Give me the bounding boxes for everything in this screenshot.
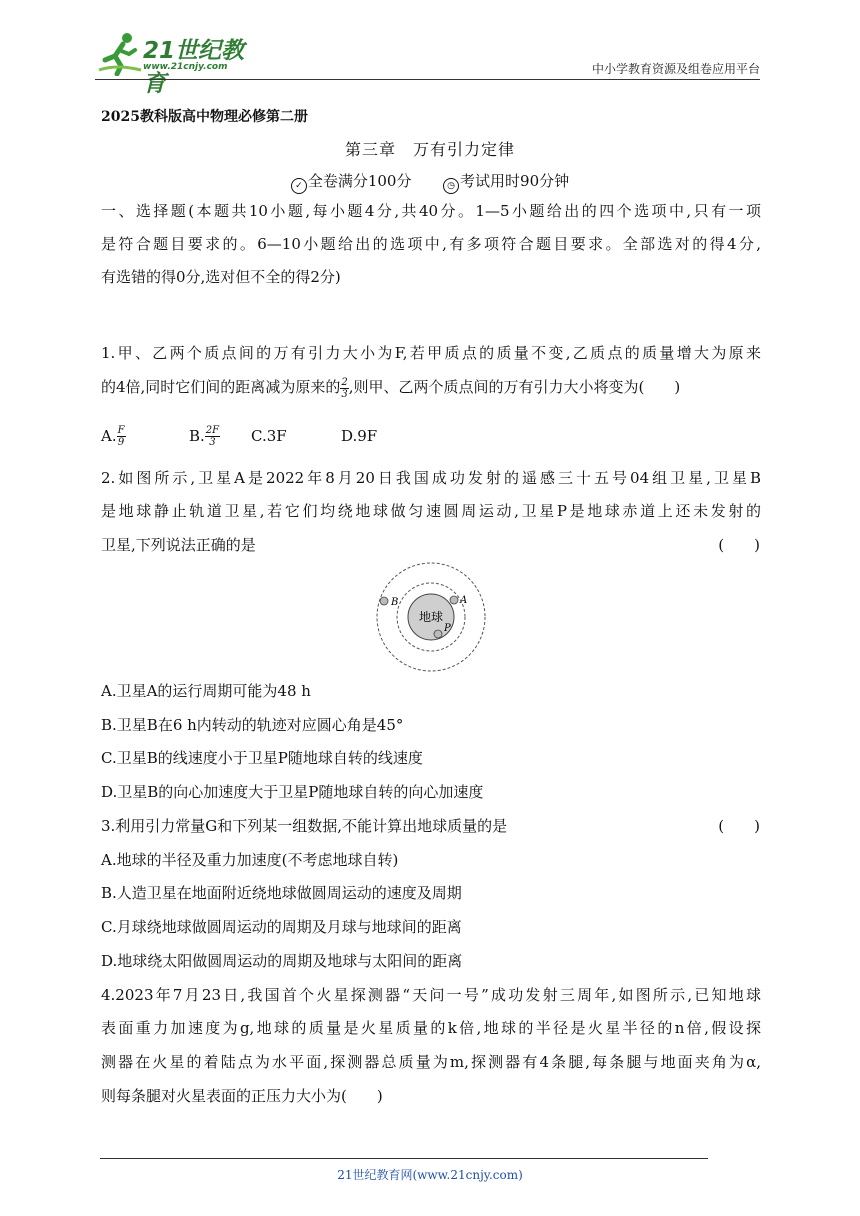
full-score: 全卷满分100分: [307, 172, 412, 190]
option-label: B.: [189, 426, 205, 445]
q2-option-b[interactable]: B.卫星B在6 h内转动的轨迹对应圆心角是45°: [101, 716, 404, 734]
q1-option-b[interactable]: [189, 425, 251, 448]
fraction: [117, 425, 126, 448]
q2-option-c[interactable]: C.卫星B的线速度小于卫星P随地球自转的线速度: [101, 749, 423, 767]
q1-options: [101, 425, 377, 448]
q2-answer-paren[interactable]: ( ): [718, 536, 760, 554]
q4-line-3: 测器在火星的着陆点为水平面,探测器总质量为m,探测器有4条腿,每条腿与地面夹角为α,: [101, 1053, 761, 1071]
q2-line-1: 2.如图所示,卫星A是2022年8月20日我国成功发射的遥感三十五号04组卫星,卫星B: [101, 469, 761, 487]
q4-line-2: 表面重力加速度为g,地球的质量是火星质量的k倍,地球的半径是火星半径的n倍,假设探: [101, 1019, 761, 1037]
q3-option-a[interactable]: A.地球的半径及重力加速度(不考虑地球自转): [101, 851, 399, 869]
header-divider: [95, 79, 760, 80]
fraction-numerator: F: [117, 425, 125, 436]
fraction-denominator: 3: [209, 437, 216, 448]
q1-line-2a: 的4倍,同时它们间的距离减为原来的: [101, 378, 341, 396]
site-logo[interactable]: [95, 28, 265, 97]
q2-option-a[interactable]: A.卫星A的运行周期可能为48 h: [101, 682, 311, 700]
q1-option-d[interactable]: D.9F: [341, 426, 378, 445]
q3-option-d[interactable]: D.地球绕太阳做圆周运动的周期及地球与太阳间的距离: [101, 952, 463, 970]
section-line-2: 是符合题目要求的。6—10小题给出的选项中,有多项符合题目要求。全部选对的得4分,: [101, 235, 761, 253]
q1-option-c[interactable]: C.3F: [251, 426, 287, 445]
logo-url: www.21cnjy.com: [143, 62, 228, 72]
fraction: [205, 425, 220, 448]
q4-line-1: 4.2023年7月23日,我国首个火星探测器“天问一号”成功发射三周年,如图所示,已知地球: [101, 986, 761, 1004]
label-p: P: [444, 623, 451, 634]
fraction-numerator: 2F: [205, 425, 220, 436]
book-title: 2025教科版高中物理必修第二册: [101, 109, 308, 125]
q2-line-3: 卫星,下列说法正确的是: [101, 536, 256, 554]
q3-stem: 3.利用引力常量G和下列某一组数据,不能计算出地球质量的是: [101, 817, 508, 835]
exam-time: 考试用时90分钟: [460, 172, 570, 190]
label-b: B: [391, 597, 399, 608]
chapter-title: 第三章 万有引力定律: [344, 140, 515, 159]
check-circle-icon: ✓: [291, 178, 307, 194]
page-header: [95, 28, 760, 97]
fraction: [340, 377, 348, 400]
fraction-numerator: 2: [341, 376, 348, 388]
orbit-diagram: [372, 560, 490, 678]
page-footer[interactable]: 21世纪教育网(www.21cnjy.com): [337, 1168, 523, 1182]
footer-divider: [100, 1158, 708, 1159]
q3-option-c[interactable]: C.月球绕地球做圆周运动的周期及月球与地球间的距离: [101, 918, 462, 936]
q2-line-2: 是地球静止轨道卫星,若它们均绕地球做匀速圆周运动,卫星P是地球赤道上还未发射的: [101, 502, 761, 520]
q1-line-1: 1.甲、乙两个质点间的万有引力大小为F,若甲质点的质量不变,乙质点的质量增大为原来: [101, 344, 761, 362]
section-line-1: 一、选择题(本题共10小题,每小题4分,共40分。1—5小题给出的四个选项中,只有一项: [101, 202, 761, 220]
score-line: [0, 170, 860, 194]
q1-line-2b: ,则甲、乙两个质点间的万有引力大小将变为( ): [348, 378, 681, 396]
platform-name: 中小学教育资源及组卷应用平台: [591, 62, 760, 76]
option-label: A.: [101, 426, 117, 445]
q2-option-d[interactable]: D.卫星B的向心加速度大于卫星P随地球自转的向心加速度: [101, 783, 484, 801]
q3-answer-paren[interactable]: ( ): [718, 817, 760, 835]
runner-icon: [97, 30, 143, 76]
q1-line-2: [101, 376, 761, 400]
logo-text: 21世纪教育: [143, 38, 245, 97]
satellite-b: [380, 597, 388, 605]
section-line-3: 有选错的得0分,选对但不全的得2分): [101, 268, 341, 286]
q3-option-b[interactable]: B.人造卫星在地面附近绕地球做圆周运动的速度及周期: [101, 884, 462, 902]
satellite-p: [434, 630, 442, 638]
fraction-denominator: 3: [341, 388, 348, 400]
q1-option-a[interactable]: [101, 425, 189, 448]
q4-line-4: 则每条腿对火星表面的正压力大小为( ): [101, 1087, 383, 1105]
label-a: A: [460, 595, 468, 606]
fraction-denominator: 9: [117, 437, 125, 448]
satellite-a: [450, 596, 458, 604]
earth-label: 地球: [418, 610, 444, 624]
clock-icon: ◷: [443, 178, 459, 194]
